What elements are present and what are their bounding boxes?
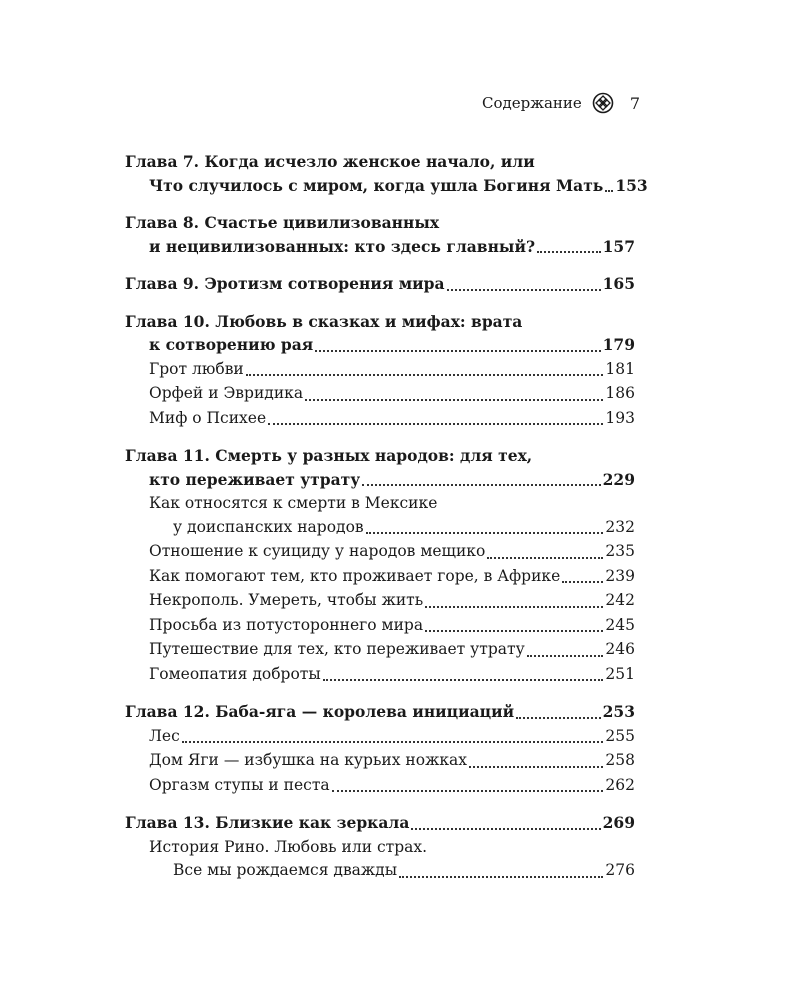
toc-page-number: 186 <box>605 384 635 402</box>
leader-dots <box>516 701 601 719</box>
toc-subentry[interactable] <box>125 836 635 860</box>
toc-entry-text: у доиспанских народов <box>173 517 364 536</box>
toc-page-number: 269 <box>602 813 635 832</box>
toc-subentry[interactable] <box>125 540 635 564</box>
toc-entry-text: Путешествие для тех, кто переживает утрату <box>149 640 525 658</box>
toc-page-number: 246 <box>605 640 635 658</box>
toc-chapter-title <box>125 444 635 468</box>
toc-entry-text: Глава 11. Смерть у разных народов: для тех, <box>125 446 533 465</box>
toc-entry-text: Оргазм ступы и песта <box>149 775 330 794</box>
leader-dots <box>268 408 603 426</box>
leader-dots <box>562 566 603 584</box>
toc-page-number: 251 <box>605 664 635 683</box>
leader-dots <box>527 639 604 657</box>
toc-entry-text: Как помогают тем, кто проживает горе, в Африке <box>149 566 561 585</box>
toc-page-number: 242 <box>605 591 635 609</box>
toc-page-number: 276 <box>605 861 635 879</box>
toc-subentry[interactable] <box>125 749 635 773</box>
leader-dots <box>323 664 604 682</box>
toc-page-number: 193 <box>605 408 635 427</box>
toc-page-number: 179 <box>602 335 635 354</box>
toc-subentry[interactable] <box>125 663 635 687</box>
toc-subentry[interactable] <box>125 638 635 662</box>
leader-dots <box>366 517 604 535</box>
toc-subentry[interactable] <box>125 565 635 589</box>
leader-dots <box>362 469 600 487</box>
toc-subentry-cont[interactable] <box>125 516 635 540</box>
toc-chapter-10[interactable] <box>125 310 635 431</box>
toc-entry-text: Отношение к суициду у народов мещико <box>149 542 486 560</box>
leader-dots <box>425 590 603 608</box>
toc-entry-text: Орфей и Эвридика <box>149 384 304 402</box>
toc-page-number: 229 <box>602 469 635 489</box>
toc-chapter-title-cont <box>125 235 635 259</box>
toc-page-number: 255 <box>605 726 635 745</box>
toc-subentry[interactable] <box>125 774 635 798</box>
leader-dots <box>487 541 603 559</box>
table-of-contents <box>125 150 648 897</box>
toc-page-number: 262 <box>605 775 635 794</box>
header-title: Содержание <box>481 94 582 112</box>
toc-entry-text: Миф о Психее <box>149 408 267 427</box>
running-header <box>480 91 640 115</box>
toc-entry-text: История Рино. Любовь или страх. <box>149 837 428 856</box>
leader-dots <box>425 615 603 633</box>
leader-dots <box>537 236 601 254</box>
toc-page-number: 157 <box>602 236 635 256</box>
toc-chapter-title-cont <box>125 333 635 357</box>
toc-subentry[interactable] <box>125 382 635 406</box>
toc-page-number: 253 <box>602 702 635 721</box>
toc-chapter-title-cont <box>125 468 635 492</box>
leader-dots <box>399 860 603 878</box>
toc-subentry[interactable] <box>125 589 635 613</box>
toc-entry-text: Глава 13. Близкие как зеркала <box>125 813 410 832</box>
toc-chapter-9[interactable] <box>125 272 635 296</box>
toc-subentry[interactable] <box>125 492 635 516</box>
toc-page-number: 153 <box>615 175 648 195</box>
toc-entry-text: и нецивилизованных: кто здесь главный? <box>149 236 536 256</box>
toc-page-number: 245 <box>605 615 635 634</box>
toc-entry-text: Лес <box>149 726 180 745</box>
toc-chapter-11[interactable] <box>125 444 635 686</box>
toc-chapter-13[interactable] <box>125 811 635 883</box>
toc-page-number: 235 <box>605 542 635 560</box>
toc-subentry[interactable] <box>125 725 635 749</box>
toc-entry-text: кто переживает утрату <box>149 469 361 489</box>
toc-chapter-7[interactable] <box>125 150 648 197</box>
toc-entry-text: к сотворению рая <box>149 335 314 354</box>
toc-subentry-cont[interactable] <box>125 859 635 883</box>
toc-chapter-title-cont <box>125 174 648 198</box>
leader-dots <box>182 726 604 744</box>
toc-entry-text: Глава 9. Эротизм сотворения мира <box>125 274 445 293</box>
toc-page-number: 232 <box>605 517 635 536</box>
toc-chapter-title <box>125 310 635 334</box>
toc-page-number: 165 <box>602 274 635 293</box>
toc-entry-text: Просьба из потустороннего мира <box>149 615 424 634</box>
leader-dots <box>447 273 601 291</box>
leader-dots <box>469 750 603 768</box>
toc-chapter-title <box>125 150 635 174</box>
leader-dots <box>305 383 603 401</box>
toc-page-number: 181 <box>605 359 635 378</box>
toc-entry-text: Некрополь. Умереть, чтобы жить <box>149 591 424 609</box>
toc-chapter-title <box>125 272 635 296</box>
knot-ornament-icon <box>592 92 614 114</box>
toc-chapter-title <box>125 811 635 835</box>
toc-page-number: 258 <box>605 751 635 769</box>
toc-entry-text: Гомеопатия доброты <box>149 664 321 683</box>
toc-page-number: 239 <box>605 566 635 585</box>
toc-chapter-8[interactable] <box>125 211 635 258</box>
toc-subentry[interactable] <box>125 407 635 431</box>
leader-dots <box>246 359 604 377</box>
toc-entry-text: Что случилось с миром, когда ушла Богиня Мать <box>149 175 604 195</box>
page-number: 7 <box>629 93 640 113</box>
toc-entry-text: Глава 8. Счастье цивилизованных <box>125 213 440 232</box>
toc-chapter-title <box>125 700 635 724</box>
toc-chapter-12[interactable] <box>125 700 635 797</box>
toc-entry-text: Все мы рождаемся дважды <box>173 861 398 879</box>
toc-entry-text: Глава 7. Когда исчезло женское начало, или <box>125 152 535 171</box>
leader-dots <box>332 775 604 793</box>
toc-subentry[interactable] <box>125 358 635 382</box>
toc-entry-text: Дом Яги — избушка на курьих ножках <box>149 751 467 769</box>
toc-chapter-title <box>125 211 635 235</box>
leader-dots <box>315 334 600 352</box>
toc-entry-text: Грот любви <box>149 359 244 378</box>
leader-dots <box>411 812 600 830</box>
toc-entry-text: Как относятся к смерти в Мексике <box>149 494 438 512</box>
toc-entry-text: Глава 12. Баба-яга — королева инициаций <box>125 702 515 721</box>
toc-entry-text: Глава 10. Любовь в сказках и мифах: врата <box>125 311 523 331</box>
leader-dots <box>605 175 613 193</box>
toc-subentry[interactable] <box>125 614 635 638</box>
